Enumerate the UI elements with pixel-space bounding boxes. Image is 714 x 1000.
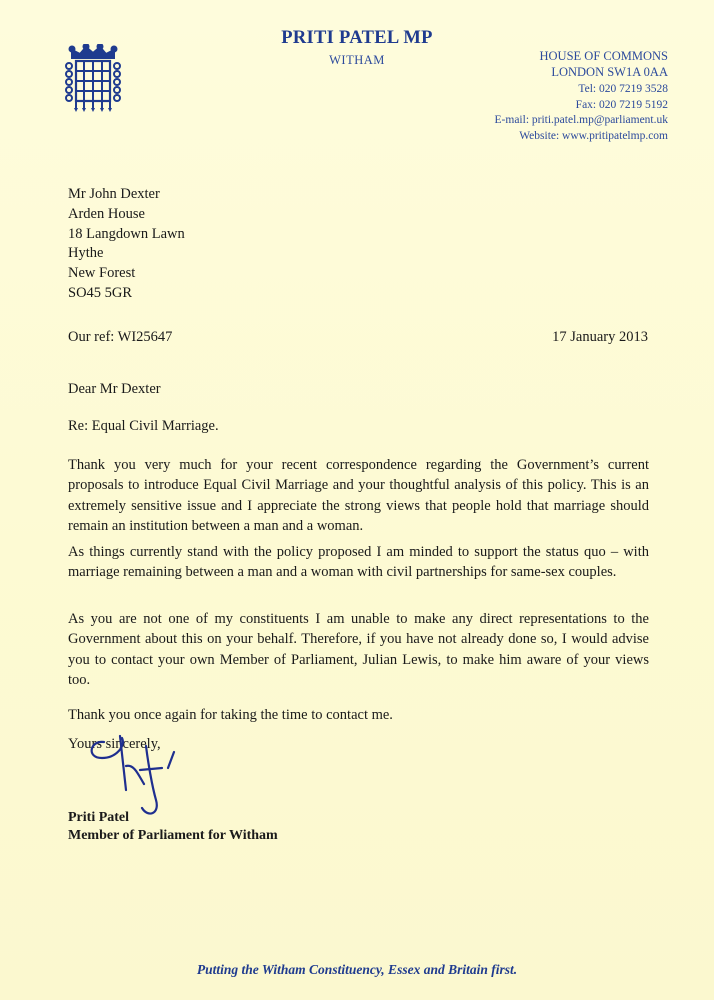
contact-website: Website: www.pritipatelmp.com (519, 129, 668, 142)
signer-title: Member of Parliament for Witham (68, 828, 278, 843)
letterhead-name: PRITI PATEL MP (281, 28, 433, 48)
signer-block (68, 809, 278, 845)
recipient-line: Arden House (68, 205, 145, 222)
body-paragraph: As you are not one of my constituents I am unable to make any direct representations to the Government about this on your behalf. Therefore, if you have not already done so, I would advise you to contact your own Member of Parliament, Julian Lewis, to make him aware of your views too. (68, 611, 649, 689)
contact-email: E-mail: priti.patel.mp@parliament.uk (494, 114, 668, 126)
footer-motto: Putting the Witham Constituency, Essex and Britain first. (196, 962, 518, 977)
address-line: LONDON SW1A 0AA (551, 65, 668, 79)
recipient-line: Mr John Dexter (68, 186, 160, 202)
body-paragraph: Thank you once again for taking the time to contact me. (68, 707, 393, 723)
signer-name: Priti Patel (68, 810, 130, 825)
recipient-line: SO45 5GR (68, 284, 133, 301)
closing: Yours sincerely, (68, 736, 161, 752)
letterhead-constituency: WITHAM (329, 53, 385, 67)
contact-fax: Fax: 020 7219 5192 (575, 98, 668, 111)
letter-date: 17 January 2013 (552, 329, 648, 345)
recipient-address (68, 185, 185, 304)
letterhead-contact (495, 82, 668, 144)
contact-tel: Tel: 020 7219 3528 (578, 83, 668, 95)
recipient-line: 18 Langdown Lawn (68, 225, 185, 242)
recipient-line: Hythe (68, 245, 104, 262)
body-paragraph: Thank you very much for your recent correspondence regarding the Government’s current proposals to introduce Equal Civil Marriage and your thoughtful analysis of this policy. This is an extremely sensitive issue and I appreciate the strong views that people hold that marriage should remain an institution between a man and a woman. (68, 457, 649, 535)
salutation: Dear Mr Dexter (68, 381, 161, 397)
subject-line: Re: Equal Civil Marriage. (68, 418, 219, 434)
address-line: HOUSE OF COMMONS (539, 49, 668, 63)
letterhead-address (540, 48, 669, 80)
body-paragraph: As things currently stand with the policy proposed I am minded to support the status quo – with marriage remaining between a man and a woman with civil partnerships for same-sex couples. (68, 544, 649, 581)
letter-reference: Our ref: WI25647 (68, 329, 173, 345)
recipient-line: New Forest (68, 265, 136, 282)
